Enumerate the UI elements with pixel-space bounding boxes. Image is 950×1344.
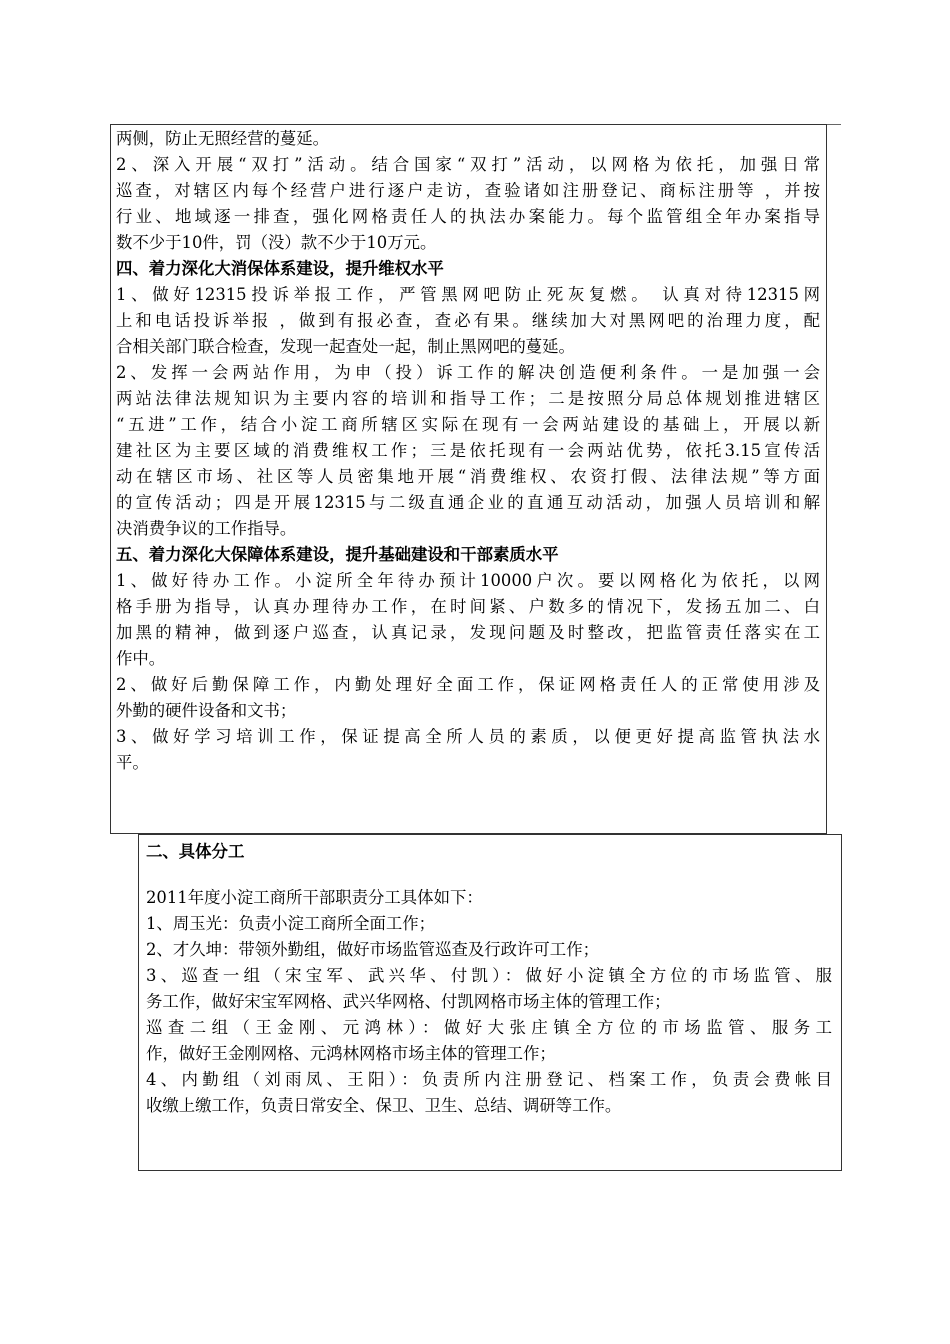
paragraph-line: 2、发挥一会两站作用，为申（投）诉工作的解决创造便利条件。一是加强一会 (116, 363, 820, 382)
paragraph-line: 的宣传活动；四是开展12315与二级直通企业的直通互动活动，加强人员培训和解 (116, 493, 820, 512)
paragraph-line: 作，做好王金刚网格、元鸿林网格市场主体的管理工作； (146, 1044, 556, 1063)
paragraph-line: 外勤的硬件设备和文书； (116, 701, 297, 720)
paragraph-line: 数不少于10件，罚（没）款不少于10万元。 (116, 233, 437, 252)
paragraph-line: 两侧，防止无照经营的蔓延。 (116, 129, 330, 148)
paragraph-line: 收缴上缴工作，负责日常安全、保卫、卫生、总结、调研等工作。 (146, 1096, 622, 1115)
paragraph-line: 合相关部门联合检查，发现一起查处一起，制止黑网吧的蔓延。 (116, 337, 575, 356)
paragraph-line: 决消费争议的工作指导。 (116, 519, 297, 538)
paragraph-line: 巡查二组（王金刚、元鸿林）：做好大张庄镇全方位的市场监管、服务工 (146, 1018, 832, 1037)
table-border-fragment (827, 124, 841, 125)
section-heading: 五、着力深化大保障体系建设，提升基础建设和干部素质水平 (116, 545, 559, 564)
paragraph-line: 平。 (116, 753, 149, 772)
section-heading: 四、着力深化大消保体系建设，提升维权水平 (116, 259, 444, 278)
paragraph-line: 务工作，做好宋宝军网格、武兴华网格、付凯网格市场主体的管理工作； (146, 992, 671, 1011)
paragraph-line: 行业、地域逐一排查，强化网格责任人的执法办案能力。每个监管组全年办案指导 (116, 207, 820, 226)
paragraph-line: 2、做好后勤保障工作，内勤处理好全面工作，保证网格责任人的正常使用涉及 (116, 675, 820, 694)
paragraph-line: 巡查，对辖区内每个经营户进行逐户走访，查验诸如注册登记、商标注册等 ，并按 (116, 181, 820, 200)
paragraph-line: 1、做好12315投诉举报工作，严管黑网吧防止死灰复燃。 认真对待12315网 (116, 285, 820, 304)
paragraph-line: 2、深入开展“双打”活动。结合国家“双打”活动，以网格为依托，加强日常 (116, 155, 820, 174)
paragraph-line: 动在辖区市场、社区等人员密集地开展“消费维权、农资打假、法律法规”等方面 (116, 467, 820, 486)
paragraph-line: 格手册为指导，认真办理待办工作，在时间紧、户数多的情况下，发扬五加二、白 (116, 597, 820, 616)
paragraph-line: 上和电话投诉举报 ，做到有报必查，查必有果。继续加大对黑网吧的治理力度，配 (116, 311, 820, 330)
section-title: 二、具体分工 (146, 842, 245, 861)
paragraph-line: “五进”工作，结合小淀工商所辖区实际在现有一会两站建设的基础上，开展以新 (116, 415, 820, 434)
paragraph-line: 作中。 (116, 649, 166, 668)
paragraph-line: 2011年度小淀工商所干部职责分工具体如下： (146, 888, 483, 907)
paragraph-line: 4、内勤组（刘雨凤、王阳）：负责所内注册登记、档案工作，负责会费帐目 (146, 1070, 832, 1089)
paragraph-line: 1、做好待办工作。小淀所全年待办预计10000户次。要以网格化为依托，以网 (116, 571, 820, 590)
paragraph-line: 2、才久坤：带领外勤组，做好市场监管巡查及行政许可工作； (146, 940, 599, 959)
paragraph-line: 建社区为主要区域的消费维权工作；三是依托现有一会两站优势，依托3.15宣传活 (116, 441, 820, 460)
paragraph-line: 1、周玉光：负责小淀工商所全面工作； (146, 914, 436, 933)
paragraph-line: 3、巡查一组（宋宝军、武兴华、付凯）：做好小淀镇全方位的市场监管、服 (146, 966, 832, 985)
paragraph-line: 加黑的精神，做到逐户巡查，认真记录，发现问题及时整改，把监管责任落实在工 (116, 623, 820, 642)
paragraph-line: 两站法律法规知识为主要内容的培训和指导工作；二是按照分局总体规划推进辖区 (116, 389, 820, 408)
paragraph-line: 3、做好学习培训工作，保证提高全所人员的素质，以便更好提高监管执法水 (116, 727, 820, 746)
